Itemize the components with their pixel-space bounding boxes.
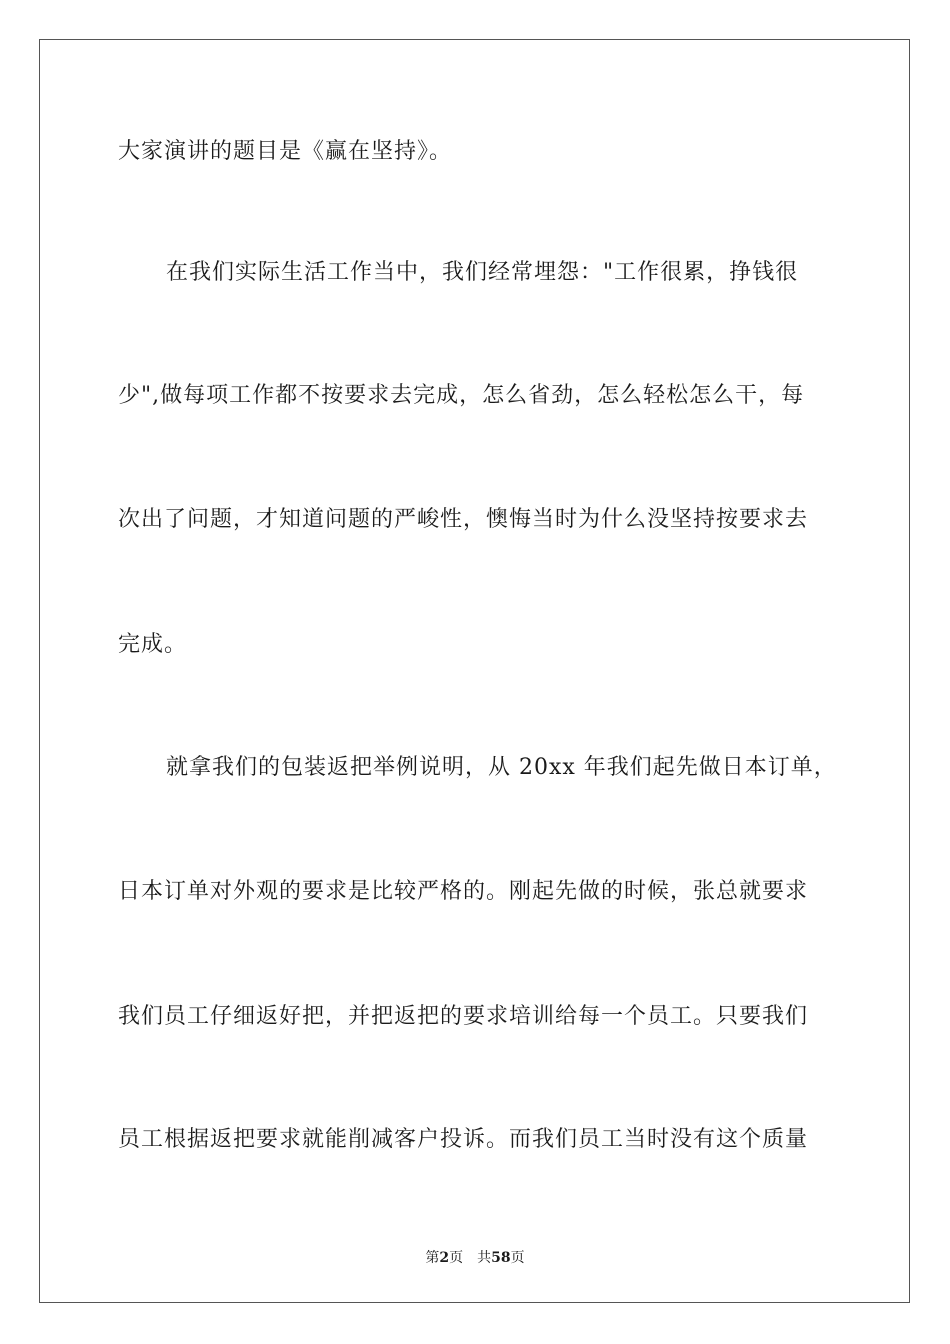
text-line-1: 大家演讲的题目是《赢在坚持》。 [118, 139, 453, 164]
footer-page-prefix: 第 [425, 1250, 440, 1266]
text-line-7: 日本订单对外观的要求是比较严格的。刚起先做的时候，张总就要求 [118, 879, 809, 904]
page-border [39, 39, 910, 1303]
text-line-8: 我们员工仔细返好把，并把返把的要求培训给每一个员工。只要我们 [118, 1004, 809, 1029]
text-line-5: 完成。 [118, 632, 188, 657]
page-footer [0, 1248, 950, 1268]
footer-total-suffix: 页 [510, 1250, 525, 1266]
text-line-6: 就拿我们的包装返把举例说明，从 20xx 年我们起先做日本订单， [166, 755, 837, 780]
footer-page-current: 2 [439, 1250, 450, 1266]
footer-page-suffix: 页 [449, 1250, 464, 1266]
text-line-4: 次出了问题，才知道问题的严峻性，懊悔当时为什么没坚持按要求去 [118, 507, 809, 532]
text-line-3: 少",做每项工作都不按要求去完成，怎么省劲，怎么轻松怎么干，每 [118, 383, 805, 408]
text-line-9: 员工根据返把要求就能削减客户投诉。而我们员工当时没有这个质量 [118, 1127, 809, 1152]
text-line-2: 在我们实际生活工作当中，我们经常埋怨："工作很累，挣钱很 [166, 260, 799, 285]
footer-total-prefix: 共 [477, 1250, 492, 1266]
footer-page-total: 58 [491, 1250, 511, 1266]
